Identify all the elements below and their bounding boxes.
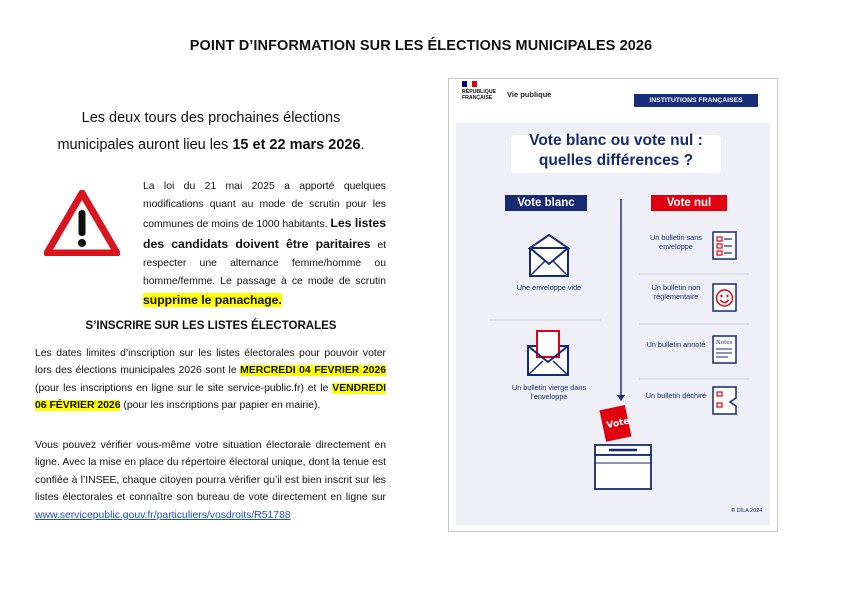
notes-ballot-icon: [712, 335, 738, 365]
vie-publique-logo: Vie publique: [507, 90, 552, 99]
label-non-reglementaire: Un bulletin non réglementaire: [651, 283, 701, 301]
verify-text: Vous pouvez vérifier vous-même votre situation électorale directement en ligne. Avec la mise en place du répertoire électoral unique, dont la tenue est confiée à l’INSEE, chaque citoyen pourra vérifier qu’il est bien inscrit sur les listes électorales et connaître son bureau de vote directement en ligne sur: [35, 440, 386, 504]
label-dechire: Un bulletin déchiré: [645, 391, 707, 400]
verification-paragraph: [35, 437, 386, 524]
label-enveloppe-vide: Une enveloppe vide: [516, 283, 582, 292]
intro-line2: [28, 132, 394, 159]
warning-sign-icon: [44, 190, 120, 256]
intro-line2-start: municipales auront lieu les: [57, 137, 233, 153]
label-bulletin-vierge: Un bulletin vierge dans l’enveloppe: [511, 383, 587, 401]
torn-ballot-icon: [712, 386, 738, 416]
smiley-ballot-icon: [712, 283, 738, 313]
republique-francaise-logo: RÉPUBLIQUE FRANÇAISE: [462, 89, 497, 101]
label-sans-enveloppe: Un bulletin sans enveloppe: [650, 233, 702, 251]
ballot-box-icon: [587, 401, 659, 493]
infographic-vote-blanc-nul: [448, 78, 778, 532]
intro-text: [28, 105, 394, 159]
vote-blanc-label: Vote blanc: [505, 195, 587, 211]
page-title: POINT D’INFORMATION SUR LES ÉLECTIONS MUNICIPALES 2026: [189, 38, 653, 54]
blank-ballot-envelope-icon: [525, 329, 571, 377]
law-text-1: La loi du 21 mai 2025 a apporté quelques modifications quant au mode de scrutin pour les communes de moins de 1000 habitants.: [143, 181, 386, 231]
reg-text-3: (pour les inscriptions par papier en mairie).: [120, 400, 321, 412]
section-title: S’INSCRIRE SUR LES LISTES ÉLECTORALES: [85, 320, 337, 332]
law-paragraph: [143, 178, 386, 311]
question-title: Vote blanc ou vote nul : quelles différences ?: [529, 132, 703, 169]
deadline-paper: VENDREDI 06 FÉVRIER 2026: [35, 382, 386, 412]
svg-text:Notes: Notes: [716, 340, 733, 346]
empty-envelope-icon: [528, 234, 570, 278]
election-dates: 15 et 22 mars 2026: [232, 137, 361, 153]
service-public-link[interactable]: www.servicepublic.gouv.fr/particuliers/vosdroits/R51788: [35, 509, 291, 521]
law-text-2: et respecter une alternance femme/homme ou homme/femme. Le passage à ce mode de scrutin: [143, 239, 386, 288]
law-highlight: supprime le panachage.: [143, 293, 282, 308]
label-annote: Un bulletin annoté: [646, 340, 706, 349]
intro-line2-end: .: [360, 137, 365, 153]
vote-nul-label: Vote nul: [651, 195, 727, 211]
intro-line1: Les deux tours des prochaines élections: [81, 110, 341, 126]
institutions-banner: INSTITUTIONS FRANÇAISES: [634, 94, 758, 107]
deadline-online: MERCREDI 04 FEVRIER 2026: [240, 365, 386, 377]
copyright: © DILA 2024: [731, 508, 763, 514]
svg-text:Vote: Vote: [605, 416, 631, 432]
law-bold-text: Les listes des candidats doivent être paritaires: [143, 216, 386, 251]
registration-paragraph: [35, 345, 386, 415]
reg-text-2: (pour les inscriptions en ligne sur le site service-public.fr) et le: [35, 382, 333, 394]
reg-text-1: Les dates limites d’inscription sur les listes électorales pour pouvoir voter lors des élections municipales 2026 sont le: [35, 348, 386, 377]
ballot-checklist-icon: [712, 231, 738, 261]
